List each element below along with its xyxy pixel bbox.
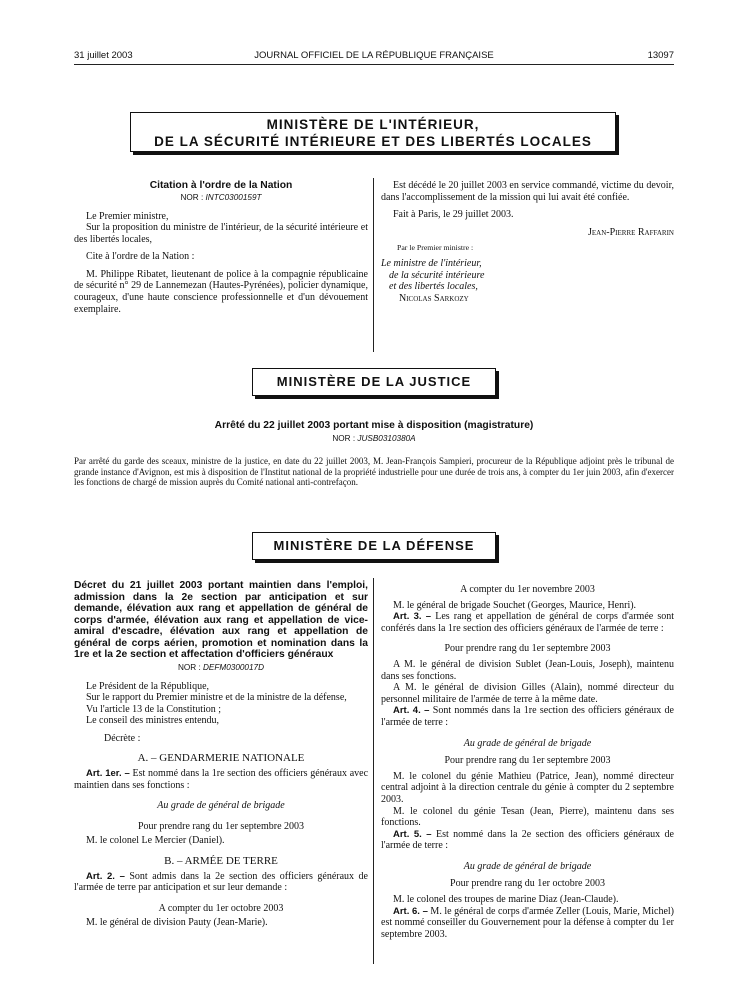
interieur-left-column [74, 180, 368, 315]
rank-date: A compter du 1er novembre 2003 [460, 584, 595, 595]
grade-heading: Au grade de général de brigade [157, 800, 285, 812]
signature-prime-minister: Jean-Pierre Raffarin [588, 226, 674, 238]
article-paragraph: Art. 6. – M. le général de corps d'armée Zeller (Louis, Marie, Michel) est nommé conseiller du Gouvernement pour la défense à compter du 1er septembre 2003. [381, 905, 674, 940]
by-prime-minister: Par le Premier ministre : [397, 243, 474, 253]
citation-title: Citation à l'ordre de la Nation [149, 180, 293, 191]
citation-para: Le Premier ministre, [86, 210, 169, 222]
column-divider [373, 578, 374, 964]
citation-para: Cite à l'ordre de la Nation : [86, 251, 195, 263]
interieur-right-column [381, 180, 674, 304]
justice-title: Arrêté du 22 juillet 2003 portant mise à disposition (magistrature) [214, 420, 534, 431]
decree-para: Le conseil des ministres entendu, [86, 715, 220, 727]
defense-left-column [74, 580, 368, 929]
header-journal: JOURNAL OFFICIEL DE LA RÉPUBLIQUE FRANÇAISE [254, 50, 494, 61]
grade-heading: Au grade de général de brigade [463, 860, 592, 872]
minister-title: de la sécurité intérieure [389, 269, 485, 281]
citation-para: Est décédé le 20 juillet 2003 en service commandé, victime du devoir, dans l'accomplissement de la mission qui lui avait été confiée. [381, 180, 674, 203]
article-paragraph: Art. 3. – Les rang et appellation de général de corps d'armée sont conférés dans la 1re section des officiers généraux de l'armée de terre : [381, 611, 674, 634]
minister-title: Le ministre de l'intérieur, [381, 257, 482, 269]
rank-date: Pour prendre rang du 1er septembre 2003 [444, 643, 611, 655]
nominee: M. le colonel du génie Mathieu (Patrice, Jean), nommé directeur central adjoint à la direction centrale du génie à compter du 2 septembre 2003. [381, 770, 674, 805]
justice-text: Par arrêté du garde des sceaux, ministre de la justice, en date du 22 juillet 2003, M. Jean-François Sampieri, procureur de la République adjoint près le tribunal de grande instance d'Avignon, est mis à disposition de l'Institut national de la propriété industrielle pour une durée de trois ans, à compter du 1er juin 2003, afin d'exercer les fonctions de chargé de mission auprès du Comité national anti-contrefaçon. [74, 456, 674, 488]
defense-right-column [381, 584, 674, 940]
rank-date: Pour prendre rang du 1er septembre 2003 [137, 820, 305, 832]
article-paragraph: Art. 4. – Sont nommés dans la 1re section des officiers généraux de l'armée de terre : [381, 705, 674, 728]
decree-title: Décret du 21 juillet 2003 portant maintien dans l'emploi, admission dans la 2e section par anticipation et sur demande, élévation aux rang et appellation de général de corps d'armée, élévation aux rang et appellation de vice-amiral d'escadre, élévation aux rang et appellation de général de corps aérien, promotion et nomination dans la 1re et la 2e section et affectation d'officiers généraux [74, 580, 368, 660]
article-paragraph: Art. 5. – Est nommé dans la 2e section des officiers généraux de l'armée de terre : [381, 828, 674, 852]
rank-date: A compter du 1er octobre 2003 [158, 902, 284, 914]
nominee: M. le général de brigade Souchet (Georges, Maurice, Henri). [393, 599, 637, 611]
nominee: M. le colonel des troupes de marine Diaz (Jean-Claude). [393, 894, 619, 906]
nominee: M. le colonel Le Mercier (Daniel). [86, 835, 225, 847]
decree-para: Sur le rapport du Premier ministre et de la ministre de la défense, [86, 692, 347, 704]
article-paragraph: Art. 1er. – Est nommé dans la 1re section des officiers généraux avec maintien dans ses fonctions : [74, 768, 369, 791]
section-heading: B. – ARMÉE DE TERRE [164, 855, 278, 868]
decree-para: Vu l'article 13 de la Constitution ; [86, 703, 222, 715]
ministry-interieur-box [130, 112, 616, 152]
nominee: A M. le général de division Gilles (Alain), nommé directeur du personnel militaire de l'armée de terre à la même date. [381, 682, 674, 705]
citation-date: Fait à Paris, le 29 juillet 2003. [393, 209, 514, 221]
decree-para: Le Président de la République, [86, 680, 210, 692]
nominee: M. le général de division Pauty (Jean-Marie). [86, 917, 268, 929]
minister-title: et des libertés locales, [389, 281, 478, 293]
nominee: A M. le général de division Sublet (Jean-Louis, Joseph), maintenu dans ses fonctions. [381, 658, 674, 682]
rank-date: Pour prendre rang du 1er septembre 2003 [444, 755, 611, 767]
header-page-number: 13097 [647, 50, 674, 61]
grade-heading: Au grade de général de brigade [463, 737, 592, 749]
signature-minister: Nicolas Sarkozy [399, 292, 469, 304]
citation-nor-code: INTC0300159T [205, 192, 262, 202]
ministry-interieur-line1: MINISTÈRE DE L'INTÉRIEUR, [266, 117, 480, 132]
article-paragraph: Art. 2. – Sont admis dans la 2e section des officiers généraux de l'armée de terre par anticipation et sur leur demande : [74, 870, 368, 894]
rank-date: Pour prendre rang du 1er octobre 2003 [450, 878, 605, 890]
column-divider [373, 178, 374, 352]
decree-decrete: Décrète : [104, 732, 141, 744]
justice-nor-code: JUSB0310380A [357, 434, 416, 443]
header-date: 31 juillet 2003 [74, 50, 133, 61]
ministry-defense-box: MINISTÈRE DE LA DÉFENSE [252, 532, 496, 560]
ministry-justice-box: MINISTÈRE DE LA JUSTICE [252, 368, 496, 396]
decree-nor: NOR : DEFM0300017D [177, 662, 264, 672]
justice-nor: NOR : JUSB0310380A [332, 434, 416, 443]
citation-nor: NOR : INTC0300159T [180, 192, 262, 202]
nominee: M. le colonel du génie Tesan (Jean, Pierre), maintenu dans ses fonctions. [381, 805, 674, 829]
section-heading: A. – GENDARMERIE NATIONALE [137, 752, 305, 765]
ministry-interieur-line2: DE LA SÉCURITÉ INTÉRIEURE ET DES LIBERTÉS LOCALES [154, 134, 592, 149]
header-rule [74, 64, 674, 65]
decree-nor-code: DEFM0300017D [203, 662, 264, 672]
citation-para: M. Philippe Ribatet, lieutenant de police à la compagnie républicaine de sécurité n° 29 de Lannemezan (Hautes-Pyrénées), policier dynamique, courageux, d'une haute conscience professionnelle et d'un dévouement exemplaire. [74, 268, 368, 315]
citation-para: Sur la proposition du ministre de l'intérieur, de la sécurité intérieure et des libertés locales, [74, 222, 368, 245]
